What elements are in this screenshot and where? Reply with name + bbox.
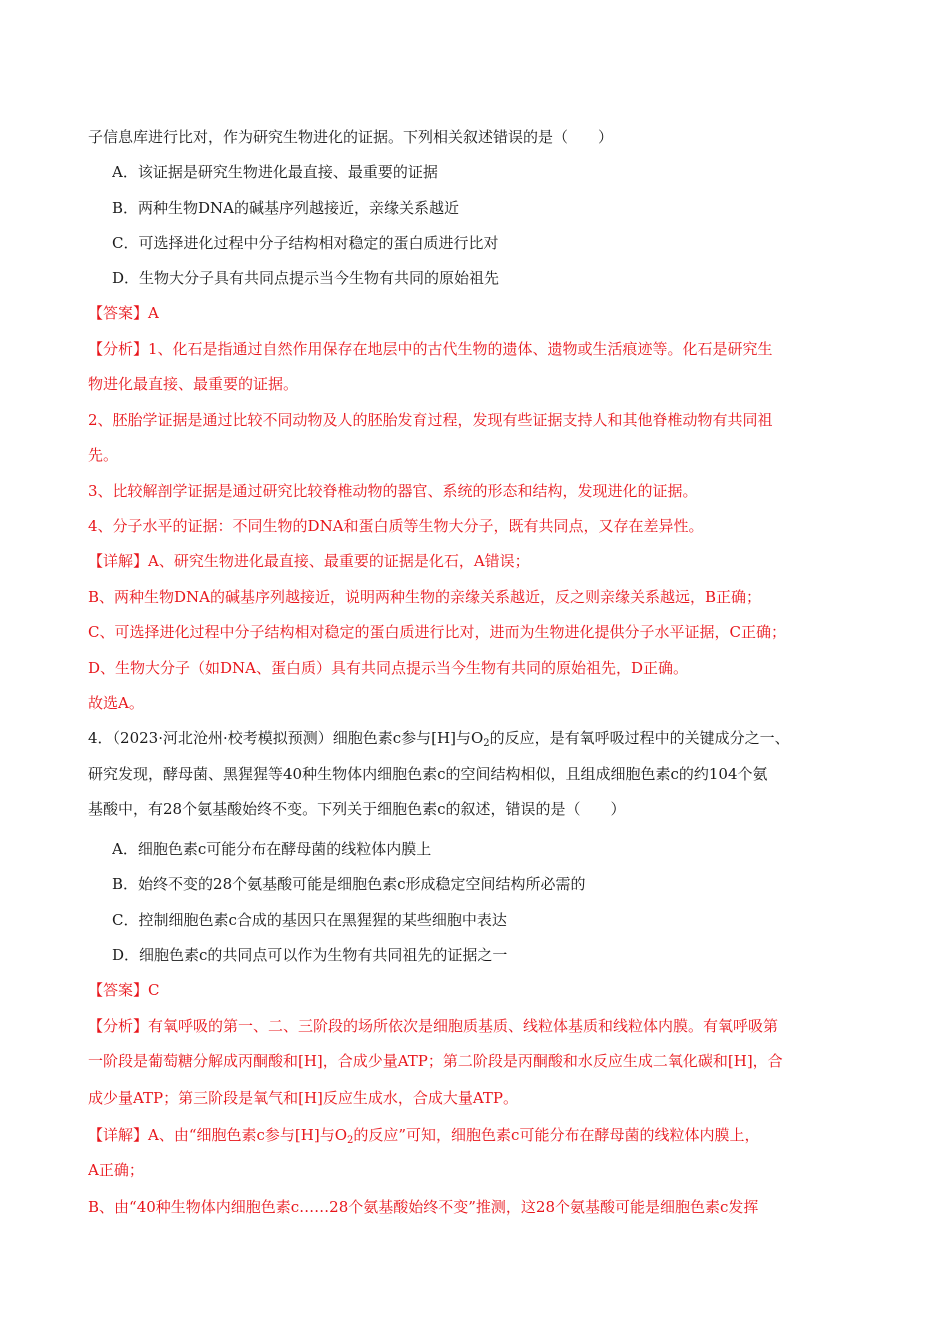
q3-option-d: D．生物大分子具有共同点提示当今生物有共同的原始祖先	[112, 269, 500, 287]
q4-analysis-line-3: 成少量ATP；第三阶段是氧气和[H]反应生成水，合成大量ATP。	[88, 1089, 519, 1107]
q3-analysis-line-6: 4、分子水平的证据：不同生物的DNA和蛋白质等生物大分子，既有共同点，又存在差异性。	[88, 517, 704, 535]
q4-detail-line-2: A正确；	[88, 1161, 144, 1179]
q4-stem-line-2: 研究发现，酵母菌、黑猩猩等40种生物体内细胞色素c的空间结构相似，且组成细胞色素c的约104个氨	[88, 765, 768, 783]
q4-stem-line-3: 基酸中，有28个氨基酸始终不变。下列关于细胞色素c的叙述，错误的是（ ）	[88, 800, 626, 818]
q4-option-b: B．始终不变的28个氨基酸可能是细胞色素c形成稳定空间结构所必需的	[112, 875, 586, 893]
q3-analysis-line-2: 物进化最直接、最重要的证据。	[88, 375, 299, 393]
question-3-stem-continuation: 子信息库进行比对，作为研究生物进化的证据。下列相关叙述错误的是（ ）	[88, 128, 614, 146]
q3-option-a: A．该证据是研究生物进化最直接、最重要的证据	[112, 163, 438, 181]
q3-answer: 【答案】A	[88, 304, 159, 322]
q3-conclusion: 故选A。	[88, 694, 144, 712]
q3-analysis-line-5: 3、比较解剖学证据是通过研究比较脊椎动物的器官、系统的形态和结构，发现进化的证据。	[88, 482, 698, 500]
q4-detail-line-1: 【详解】A、由“细胞色素c参与[H]与$O_2$的反应”可知，细胞色素c可能分布在酵母菌的线粒体内膜上，	[88, 1126, 760, 1146]
q3-detail-line-3: C、可选择进化过程中分子结构相对稳定的蛋白质进行比对，进而为生物进化提供分子水平证据，C正确；	[88, 623, 786, 641]
q4-stem-line-1: 4．（2023·河北沧州·校考模拟预测）细胞色素c参与[H]与$O_2$的反应，是有氧呼吸过程中的关键成分之一、	[88, 729, 790, 749]
q3-analysis-line-1: 【分析】1、化石是指通过自然作用保存在地层中的古代生物的遗体、遗物或生活痕迹等。化石是研究生	[88, 340, 773, 358]
q3-option-b: B．两种生物DNA的碱基序列越接近，亲缘关系越近	[112, 199, 460, 217]
q3-option-c: C．可选择进化过程中分子结构相对稳定的蛋白质进行比对	[112, 234, 499, 252]
q3-analysis-line-3: 2、胚胎学证据是通过比较不同动物及人的胚胎发育过程，发现有些证据支持人和其他脊椎动物有共同祖	[88, 411, 773, 429]
q4-option-d: D．细胞色素c的共同点可以作为生物有共同祖先的证据之一	[112, 946, 508, 964]
q3-detail-line-2: B、两种生物DNA的碱基序列越接近，说明两种生物的亲缘关系越近，反之则亲缘关系越远，B正确；	[88, 588, 762, 606]
q3-detail-line-4: D、生物大分子（如DNA、蛋白质）具有共同点提示当今生物有共同的原始祖先，D正确。	[88, 659, 689, 677]
q4-detail-line-3: B、由“40种生物体内细胞色素c……28个氨基酸始终不变”推测，这28个氨基酸可能是细胞色素c发挥	[88, 1198, 759, 1216]
q4-analysis-line-2: 一阶段是葡萄糖分解成丙酮酸和[H]，合成少量ATP；第二阶段是丙酮酸和水反应生成二氧化碳和[H]，合	[88, 1052, 783, 1070]
q4-option-a: A．细胞色素c可能分布在酵母菌的线粒体内膜上	[112, 840, 432, 858]
q4-analysis-line-1: 【分析】有氧呼吸的第一、二、三阶段的场所依次是细胞质基质、线粒体基质和线粒体内膜。有氧呼吸第	[88, 1017, 779, 1035]
q4-answer: 【答案】C	[88, 981, 160, 999]
q3-detail-line-1: 【详解】A、研究生物进化最直接、最重要的证据是化石，A错误；	[88, 552, 530, 570]
q3-analysis-line-4: 先。	[88, 446, 119, 464]
q4-option-c: C．控制细胞色素c合成的基因只在黑猩猩的某些细胞中表达	[112, 911, 507, 929]
